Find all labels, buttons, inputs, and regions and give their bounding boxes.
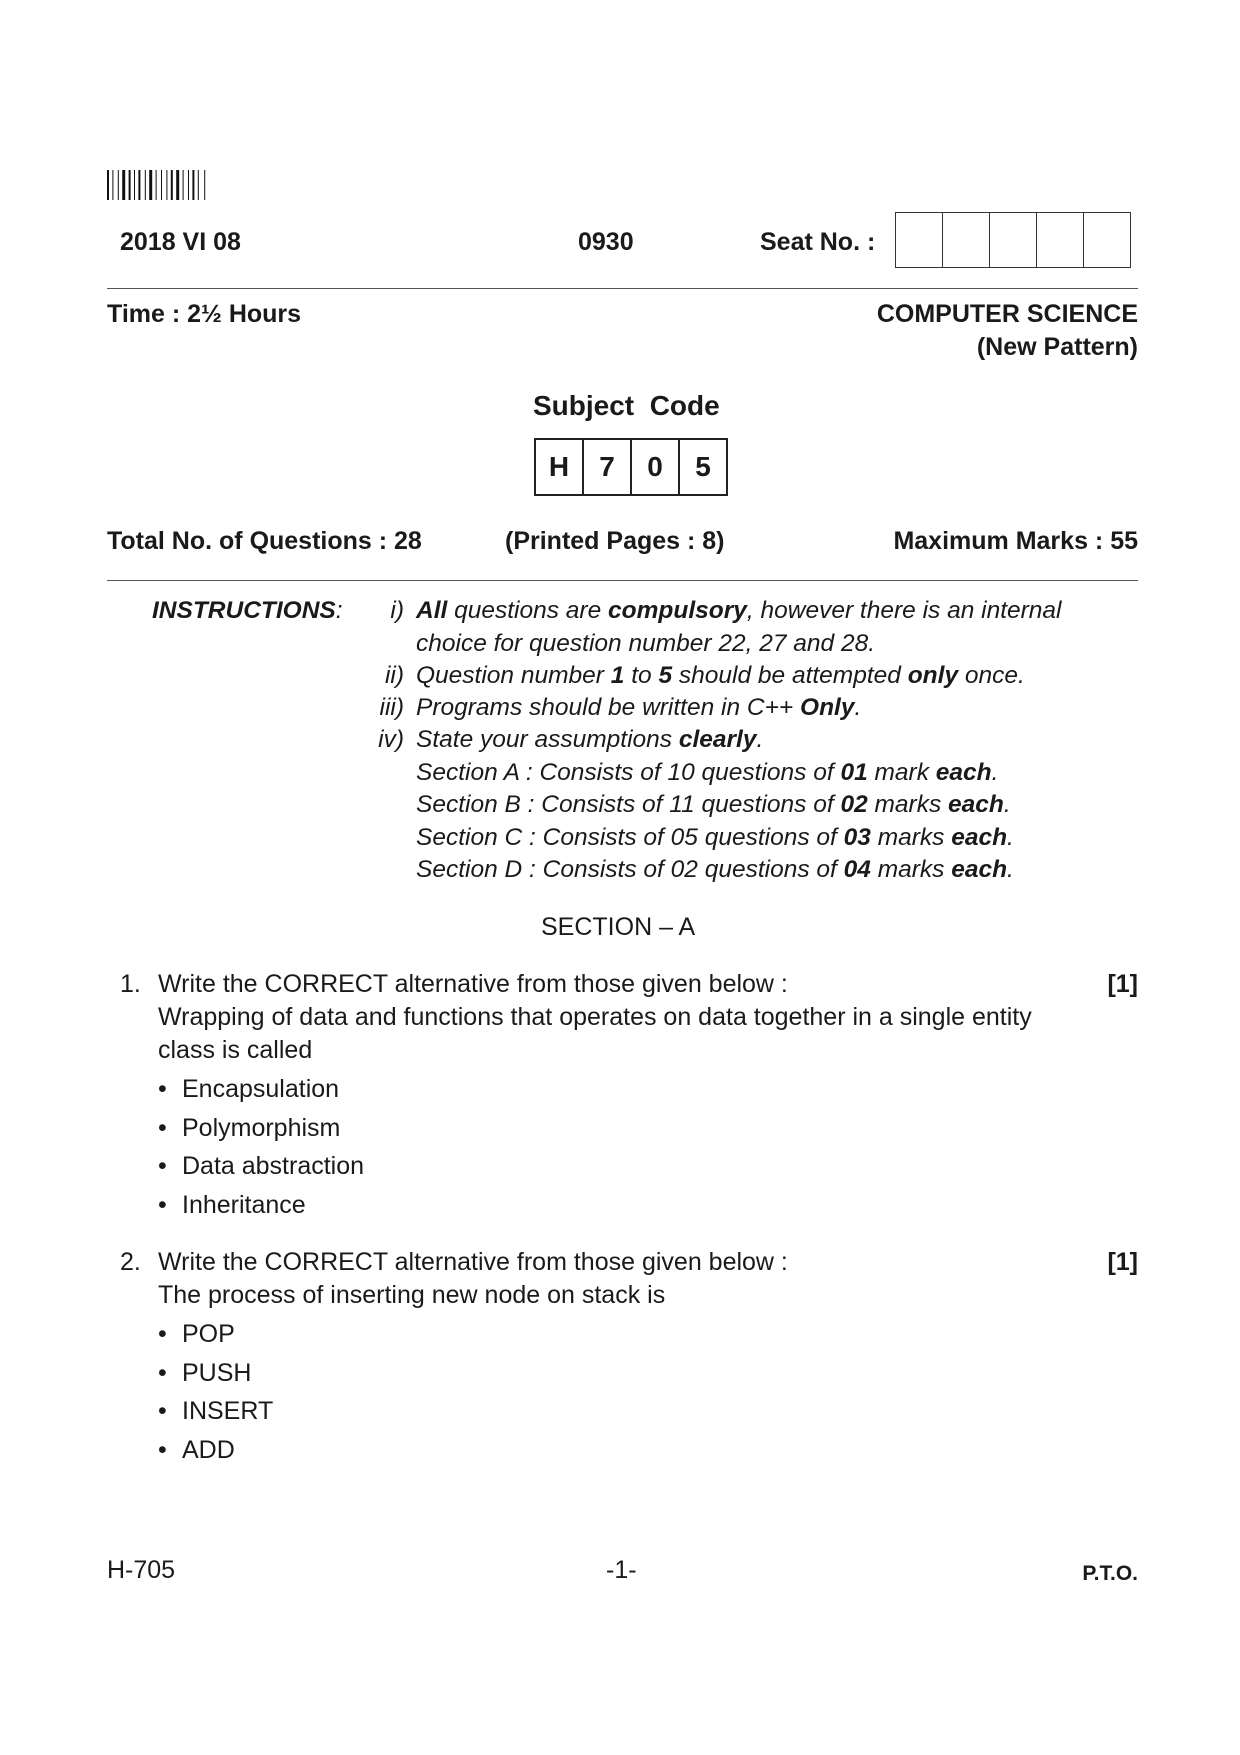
instruction-item: Question number 1 to 5 should be attempted only once. xyxy=(416,662,1025,689)
subject-name: COMPUTER SCIENCE xyxy=(876,300,1138,328)
instruction-num: iv) xyxy=(378,726,404,753)
question-prompt: Write the CORRECT alternative from those given below : xyxy=(158,970,788,998)
footer-code: H-705 xyxy=(107,1556,176,1584)
subject-code-char: 7 xyxy=(584,440,632,494)
subject-code-boxes xyxy=(534,438,728,496)
seat-number-boxes[interactable] xyxy=(895,212,1131,268)
question-prompt: Write the CORRECT alternative from those given below : xyxy=(158,1248,788,1276)
subject-code-char: 5 xyxy=(695,451,711,482)
question-stem: Wrapping of data and functions that operates on data together in a single entity xyxy=(158,1003,1032,1031)
question-marks: [1] xyxy=(1107,970,1138,998)
subject-code-label: Subject Code xyxy=(533,390,720,421)
instruction-item: State your assumptions clearly. xyxy=(416,726,764,753)
seat-box[interactable] xyxy=(1037,213,1084,267)
seat-box[interactable] xyxy=(943,213,990,267)
section-marks-line: Section B : Consists of 11 questions of 02 marks each. xyxy=(416,791,1011,818)
option-item: • Encapsulation xyxy=(158,1075,340,1103)
subject-pattern: (New Pattern) xyxy=(976,333,1138,361)
instruction-num: iii) xyxy=(379,694,404,721)
section-title: SECTION – A xyxy=(541,913,696,941)
header-divider xyxy=(107,288,1138,289)
total-questions: Total No. of Questions : 28 xyxy=(107,527,422,555)
subject-code-char: 0 xyxy=(632,440,680,494)
subject-code-char: H xyxy=(536,440,584,494)
center-code: 0930 xyxy=(578,228,634,256)
seat-box[interactable] xyxy=(990,213,1037,267)
page-number: -1- xyxy=(606,1556,637,1584)
pto-label: P.T.O. xyxy=(1082,1562,1138,1585)
instruction-num: ii) xyxy=(384,662,404,689)
option-item: • INSERT xyxy=(158,1397,274,1425)
option-item: • POP xyxy=(158,1320,235,1348)
option-item: • Polymorphism xyxy=(158,1114,341,1142)
seat-box[interactable] xyxy=(896,213,943,267)
printed-pages: (Printed Pages : 8) xyxy=(505,527,725,555)
instruction-num: i) xyxy=(390,597,404,624)
section-marks-line: Section A : Consists of 10 questions of 01 mark each. xyxy=(416,759,999,786)
time-allowed: Time : 2½ Hours xyxy=(107,300,302,328)
question-stem: The process of inserting new node on stack is xyxy=(158,1281,666,1309)
option-item: • Inheritance xyxy=(158,1191,306,1219)
barcode xyxy=(107,170,249,200)
seat-label: Seat No. : xyxy=(760,228,876,256)
paper-code: 2018 VI 08 xyxy=(120,228,241,256)
section-marks-line: Section D : Consists of 02 questions of 04 marks each. xyxy=(416,856,1014,883)
instruction-item: Programs should be written in C++ Only. xyxy=(416,694,862,721)
meta-divider xyxy=(107,580,1138,581)
question-marks: [1] xyxy=(1107,1248,1138,1276)
instructions-label: INSTRUCTIONS: xyxy=(152,597,343,624)
section-marks-line: Section C : Consists of 05 questions of 03 marks each. xyxy=(416,824,1014,851)
question-stem: class is called xyxy=(158,1036,313,1064)
instruction-item-cont: choice for question number 22, 27 and 28. xyxy=(416,630,876,657)
option-item: • Data abstraction xyxy=(158,1152,365,1180)
seat-box[interactable] xyxy=(1084,213,1130,267)
question-number: 1. xyxy=(120,970,141,998)
option-item: • PUSH xyxy=(158,1359,252,1387)
option-item: • ADD xyxy=(158,1436,235,1464)
question-number: 2. xyxy=(120,1248,141,1276)
maximum-marks: Maximum Marks : 55 xyxy=(893,527,1138,555)
instruction-item: All questions are compulsory, however there is an internal xyxy=(416,597,1062,624)
